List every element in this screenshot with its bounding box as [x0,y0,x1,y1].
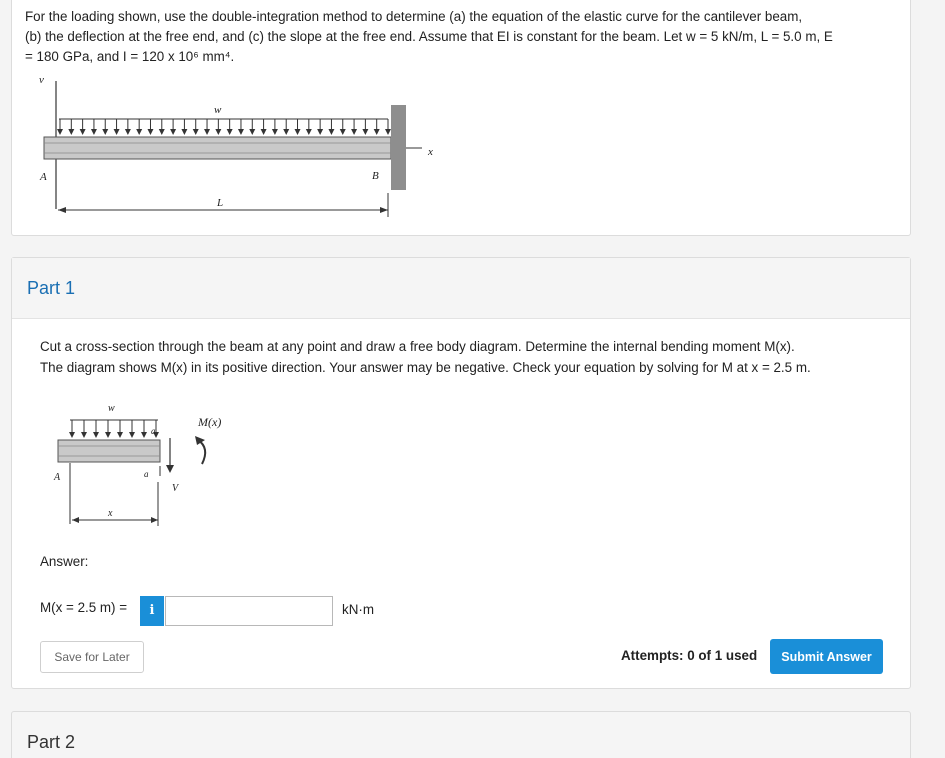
load-arrow-head [317,129,323,135]
load-arrow-head [249,129,255,135]
fbd-beam-segment [58,440,160,462]
load-arrow-head [362,129,368,135]
fbd-label-V: V [172,483,179,494]
moment-answer-input[interactable] [165,596,333,626]
fbd-label-w: w [108,403,115,414]
free-body-diagram [12,378,272,528]
load-arrow-head [114,129,120,135]
load-arrow-head [57,129,63,135]
load-arrow-head [351,129,357,135]
load-arrow-head [105,432,111,438]
fbd-label-x: x [108,508,113,519]
load-arrow-head [306,129,312,135]
label-A: A [40,171,47,183]
load-arrow-head [181,129,187,135]
load-arrow-head [81,432,87,438]
part1-card [11,257,911,689]
equation-label: M(x = 2.5 m) = [40,600,128,615]
cantilever-beam-figure [12,0,912,237]
load-arrow-head [69,432,75,438]
problem-line-3: = 180 GPa, and I = 120 x 10⁶ mm⁴. [25,49,235,64]
load-arrow-head [340,129,346,135]
load-arrow-head [102,129,108,135]
beam [44,137,391,159]
problem-card [11,0,911,236]
load-arrow-head [129,432,135,438]
load-arrow-head [93,432,99,438]
save-for-later-button[interactable]: Save for Later [40,641,144,673]
submit-answer-button[interactable]: Submit Answer [770,639,883,674]
load-arrow-head [204,129,210,135]
load-arrow-head [238,129,244,135]
load-arrow-head [117,432,123,438]
question-line-2: The diagram shows M(x) in its positive direction. Your answer may be negative. Check your equation by solving for M at x = 2.5 m. [40,360,811,375]
label-w: w [214,104,222,116]
question-line-1: Cut a cross-section through the beam at any point and draw a free body diagram. Determine the internal bending moment M(x). [40,339,795,354]
problem-line-2: (b) the deflection at the free end, and (c) the slope at the free end. Assume that EI is constant for the beam. Let w = 5 kN/m, L = 5.0 m, E [25,29,833,44]
load-arrow-head [227,129,233,135]
fbd-label-Mx: M(x) [198,415,222,429]
answer-label: Answer: [40,554,89,569]
info-icon[interactable]: i [140,596,164,626]
load-arrow-head [68,129,74,135]
load-arrow-head [261,129,267,135]
part1-question [40,336,900,378]
load-arrow-head [272,129,278,135]
load-arrow-head [215,129,221,135]
load-arrow-head [170,129,176,135]
load-arrow-head [136,129,142,135]
load-arrow-head [125,129,131,135]
label-L: L [217,197,224,209]
part2-title[interactable]: Part 2 [27,732,76,752]
load-arrow-head [193,129,199,135]
load-arrow-head [141,432,147,438]
part1-header[interactable] [12,258,910,319]
attempts-counter: Attempts: 0 of 1 used [621,648,758,663]
fbd-label-a-bottom: a [144,469,149,479]
load-arrow-head [385,129,391,135]
unit-label: kN·m [342,602,374,617]
load-arrow-head [91,129,97,135]
part1-title[interactable]: Part 1 [27,278,76,298]
load-arrow-head [374,129,380,135]
fixed-support-wall [391,105,406,190]
problem-line-1: For the loading shown, use the double-integration method to determine (a) the equation of the elastic curve for the cantilever beam, [25,9,803,24]
load-arrow-head [283,129,289,135]
load-arrow-head [295,129,301,135]
fbd-label-A: A [54,472,61,483]
part2-card[interactable] [11,711,911,758]
label-v: v [39,74,44,86]
load-arrow-head [159,129,165,135]
label-B: B [372,170,379,182]
distributed-load-arrows [57,119,391,135]
label-x: x [428,146,433,158]
load-arrow-head [328,129,334,135]
load-arrow-head [147,129,153,135]
fbd-distributed-load-arrows [69,420,159,438]
load-arrow-head [80,129,86,135]
fbd-label-a-top: a [151,426,156,436]
